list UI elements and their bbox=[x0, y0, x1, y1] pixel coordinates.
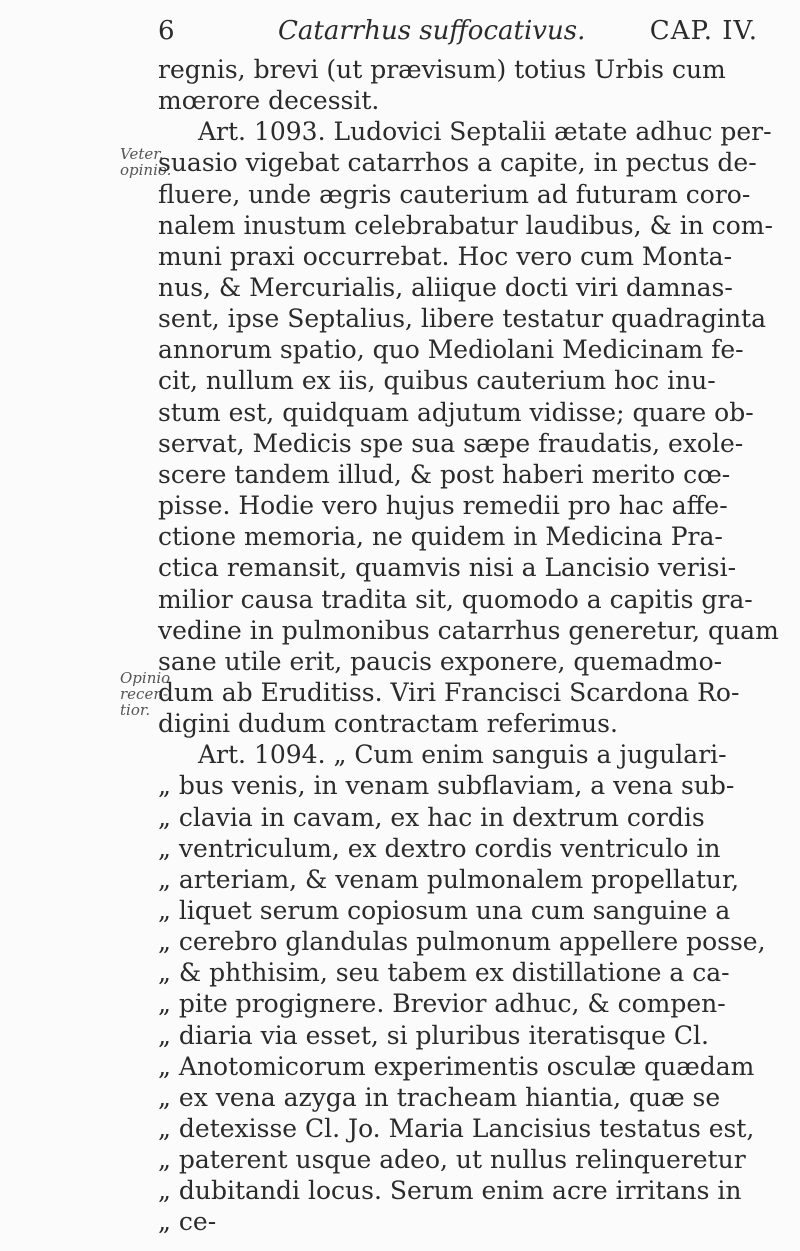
text-line: „ arteriam, & venam pulmonalem propellatur, bbox=[158, 864, 740, 894]
text-line: cit, nullum ex iis, quibus cauterium hoc inu- bbox=[158, 366, 716, 396]
chapter-label: CAP. IV. bbox=[649, 16, 758, 46]
text-line: „ cerebro glandulas pulmonum appellere posse, bbox=[158, 927, 766, 957]
text-line: sent, ipse Septalius, libere testatur quadraginta bbox=[158, 304, 766, 334]
text-line: digini dudum contractam referimus. bbox=[158, 709, 618, 739]
text-line: milior causa tradita sit, quomodo a capitis gra- bbox=[158, 584, 753, 614]
text-line: „ clavia in cavam, ex hac in dextrum cordis bbox=[158, 802, 705, 832]
text-line: pisse. Hodie vero hujus remedii pro hac affe- bbox=[158, 491, 728, 521]
text-line: „ dubitandi locus. Serum enim acre irritans in bbox=[158, 1176, 742, 1206]
text-line: mœrore decessit. bbox=[158, 86, 380, 116]
text-line: Art. 1094. „ Cum enim sanguis a jugulari- bbox=[198, 740, 727, 770]
text-line: annorum spatio, quo Mediolani Medicinam fe- bbox=[158, 335, 744, 365]
text-line: „ & phthisim, seu tabem ex distillatione a ca- bbox=[158, 958, 730, 988]
text-line: „ detexisse Cl. Jo. Maria Lancisius testatus est, bbox=[158, 1114, 755, 1143]
page-number: 6 bbox=[158, 16, 175, 46]
text-line: „ Anotomicorum experimentis osculæ quædam bbox=[158, 1051, 755, 1081]
text-line: „ liquet serum copiosum una cum sanguine a bbox=[158, 895, 731, 925]
text-line: vedine in pulmonibus catarrhus generetur, quam bbox=[158, 615, 779, 645]
text-line: „ diaria via esset, si pluribus iteratisque Cl. bbox=[158, 1020, 709, 1050]
margin-note-recen: recen- bbox=[120, 685, 169, 703]
text-line: regnis, brevi (ut prævisum) totius Urbis cum bbox=[158, 55, 726, 84]
text-line: nus, & Mercurialis, aliique docti viri damnas- bbox=[158, 273, 733, 303]
text-line: „ paterent usque adeo, ut nullus relinqueretur bbox=[158, 1145, 746, 1175]
margin-note-opinio-2: Opinio bbox=[120, 669, 171, 687]
text-line: Art. 1093. Ludovici Septalii ætate adhuc per- bbox=[198, 117, 772, 147]
text-line: nalem inustum celebrabatur laudibus, & in com- bbox=[158, 210, 773, 240]
text-line: „ pite progignere. Brevior adhuc, & compen- bbox=[158, 989, 726, 1019]
text-line: servat, Medicis spe sua sæpe fraudatis, exole- bbox=[158, 428, 744, 458]
text-line: fluere, unde ægris cauterium ad futuram coro- bbox=[158, 179, 751, 209]
text-line: „ ventriculum, ex dextro cordis ventriculo in bbox=[158, 833, 721, 863]
text-line: „ ex vena azyga in tracheam hiantia, quæ se bbox=[158, 1082, 721, 1112]
text-line: „ ce- bbox=[158, 1207, 217, 1237]
text-line: dum ab Eruditiss. Viri Francisci Scardona Ro- bbox=[158, 677, 740, 707]
running-title: Catarrhus suffocativus. bbox=[278, 16, 586, 46]
text-line: ctica remansit, quamvis nisi a Lancisio verisi- bbox=[158, 553, 737, 583]
text-line: ctione memoria, ne quidem in Medicina Pra- bbox=[158, 522, 723, 552]
text-line: sane utile erit, paucis exponere, quemadmo- bbox=[158, 646, 723, 676]
text-line: suasio vigebat catarrhos a capite, in pectus de- bbox=[158, 148, 757, 178]
margin-note-tior: tior. bbox=[120, 701, 151, 719]
text-line: „ bus venis, in venam subflaviam, a vena sub- bbox=[158, 771, 735, 801]
text-line: scere tandem illud, & post haberi merito cœ- bbox=[158, 459, 731, 489]
text-line: stum est, quidquam adjutum vidisse; quare ob- bbox=[158, 397, 754, 427]
margin-note-veter: Veter. bbox=[120, 145, 164, 163]
text-line: muni praxi occurrebat. Hoc vero cum Monta- bbox=[158, 241, 733, 271]
margin-note-opinio: opinio. bbox=[120, 161, 172, 179]
